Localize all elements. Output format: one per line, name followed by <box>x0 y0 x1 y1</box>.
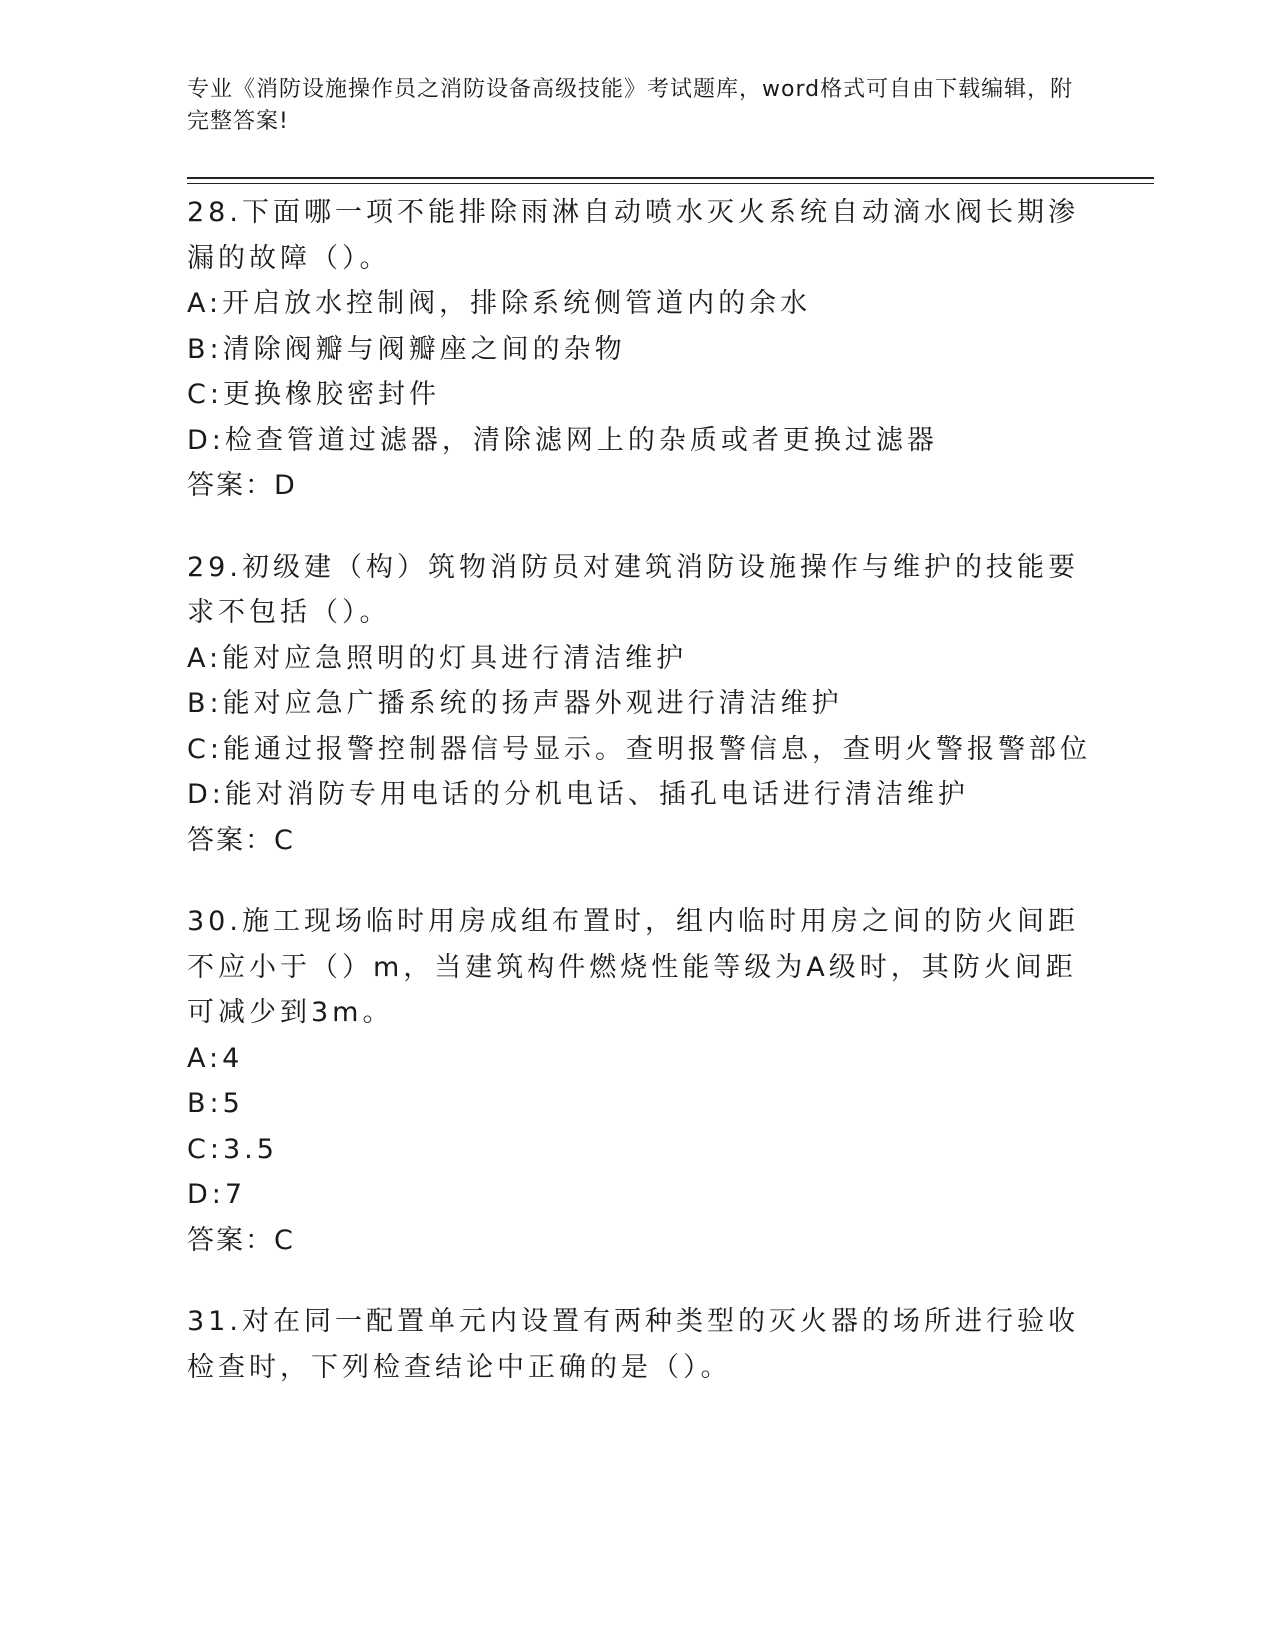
question-29 <box>187 545 1091 864</box>
option-d <box>187 772 1087 818</box>
option-a <box>187 636 1087 682</box>
option-text: 5 <box>222 1088 244 1119</box>
answer: 答案：C <box>187 1224 295 1256</box>
option-text: 7 <box>224 1179 247 1210</box>
question-28 <box>187 190 1087 509</box>
question-stem: 31.对在同一配置单元内设置有两种类型的灭火器的场所进行验收检查时，下列检查结论中正确的是（）。 <box>187 1306 1079 1383</box>
header-divider-thick <box>187 177 1154 179</box>
option-text: 清除阀瓣与阀瓣座之间的杂物 <box>222 333 626 365</box>
option-key: D: <box>187 779 225 810</box>
option-c <box>187 372 1087 418</box>
question-stem: 29.初级建（构）筑物消防员对建筑消防设施操作与维护的技能要求不包括（）。 <box>187 551 1079 628</box>
option-text: 4 <box>222 1042 244 1074</box>
option-a <box>187 1036 1087 1082</box>
option-text: 能对应急照明的灯具进行清洁维护 <box>222 642 688 674</box>
header-divider-thin <box>187 183 1154 184</box>
question-stem: 28.下面哪一项不能排除雨淋自动喷水灭火系统自动滴水阀长期渗漏的故障（）。 <box>187 197 1079 274</box>
question-stem: 30.施工现场临时用房成组布置时，组内临时用房之间的防火间距不应小于（）m，当建筑构件燃烧性能等级为A级时，其防火间距可减少到3m。 <box>187 906 1079 1028</box>
question-list <box>187 190 1091 1426</box>
option-text: 能通过报警控制器信号显示。查明报警信息，查明火警报警部位 <box>222 733 1091 765</box>
option-key: D: <box>187 1179 225 1210</box>
option-key: A: <box>187 642 223 674</box>
option-a <box>187 281 1087 327</box>
option-key: C: <box>187 733 223 765</box>
option-b <box>187 327 1087 373</box>
option-key: B: <box>187 688 223 719</box>
option-d <box>187 1172 1087 1218</box>
option-d <box>187 418 1087 464</box>
header-note: 专业《消防设施操作员之消防设备高级技能》考试题库，word格式可自由下载编辑，附完整答案! <box>187 77 1074 134</box>
option-key: B: <box>187 1088 223 1119</box>
option-key: D: <box>187 424 225 456</box>
option-key: A: <box>187 1042 223 1074</box>
option-key: A: <box>187 288 223 319</box>
option-key: C: <box>187 1133 223 1165</box>
answer: 答案：C <box>187 824 295 856</box>
option-b <box>187 681 1087 727</box>
question-30 <box>187 899 1087 1263</box>
question-31 <box>187 1299 1087 1390</box>
option-text: 3.5 <box>222 1133 278 1165</box>
option-key: B: <box>187 333 223 365</box>
option-text: 更换橡胶密封件 <box>222 379 440 410</box>
option-text: 开启放水控制阀，排除系统侧管道内的余水 <box>222 288 812 319</box>
option-c <box>187 1127 1087 1173</box>
option-text: 检查管道过滤器，清除滤网上的杂质或者更换过滤器 <box>224 424 938 456</box>
option-c <box>187 727 1091 773</box>
option-key: C: <box>187 379 223 410</box>
option-text: 能对消防专用电话的分机电话、插孔电话进行清洁维护 <box>224 779 969 810</box>
option-b <box>187 1081 1087 1127</box>
answer: 答案：D <box>187 470 297 501</box>
option-text: 能对应急广播系统的扬声器外观进行清洁维护 <box>222 688 843 719</box>
